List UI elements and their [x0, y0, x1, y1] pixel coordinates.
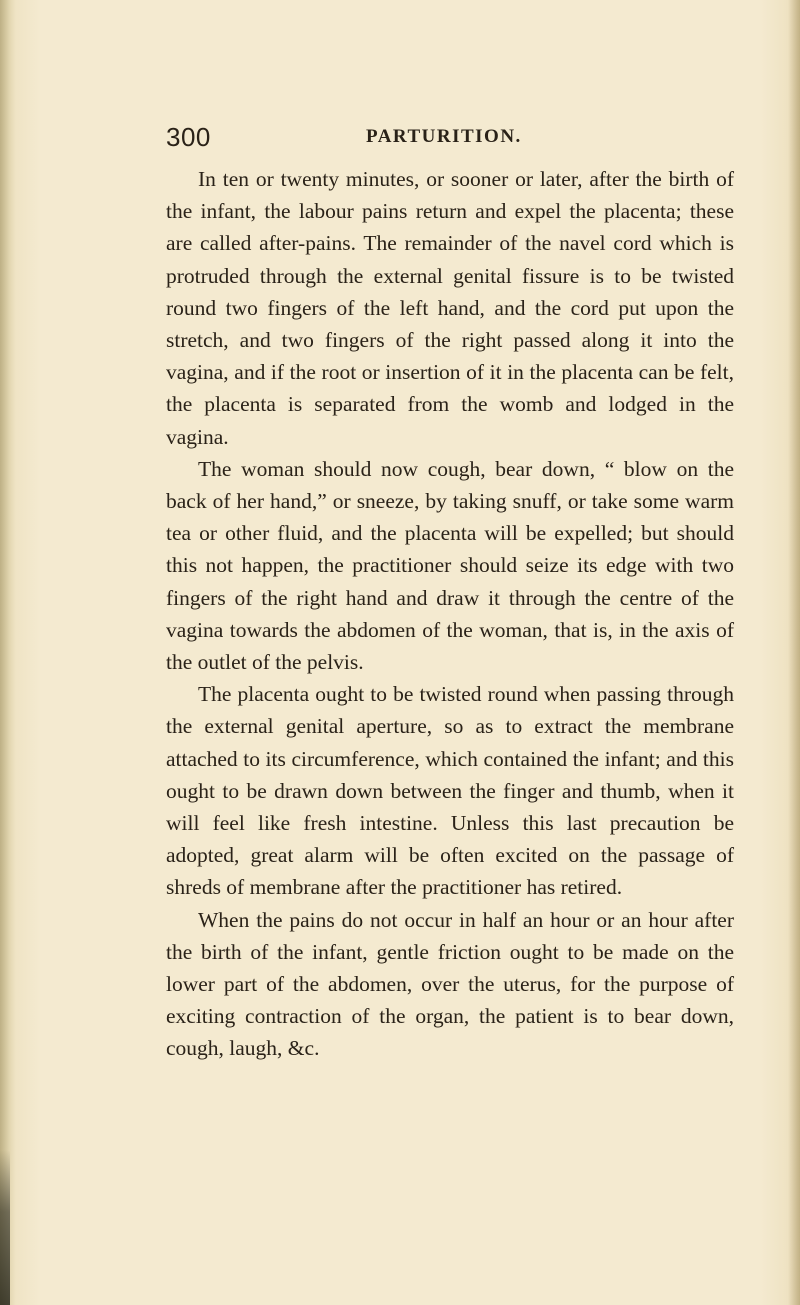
running-head: PARTURITION.	[366, 126, 522, 147]
paragraph: In ten or twenty minutes, or sooner or later, after the birth of the infant, the labour pains return and expel the placenta; these are called after-pains. The remainder of the navel cord which is protruded through the external genital fissure is to be twisted round two fingers of the left hand, and the cord put upon the stretch, and two fingers of the right passed along it into the vagina, and if the root or insertion of it in the placenta can be felt, the placenta is separated from the womb and lodged in the vagina.	[166, 167, 734, 449]
body-text	[166, 163, 734, 1065]
paragraph: The placenta ought to be twisted round when passing through the external genital aperture, so as to extract the membrane attached to its circumference, which contained the infant; and this ought to be drawn down between the finger and thumb, when it will feel like fresh intestine. Unless this last precaution be adopted, great alarm will be often excited on the passage of shreds of membrane after the practitioner has retired.	[166, 682, 734, 900]
page-left-edge-shadow	[0, 0, 16, 1305]
page-number: 300	[166, 122, 211, 152]
paragraph: The woman should now cough, bear down, “ blow on the back of her hand,” or sneeze, by taking snuff, or take some warm tea or other fluid, and the placenta will be expelled; but should this not happen, the practitioner should seize its edge with two fingers of the right hand and draw it through the centre of the vagina towards the abdomen of the woman, that is, in the axis of the outlet of the pelvis.	[166, 456, 734, 675]
page-binding-shadow	[0, 1150, 10, 1305]
page-right-edge-shadow	[788, 0, 800, 1305]
paragraph: When the pains do not occur in half an hour or an hour after the birth of the infant, gentle friction ought to be made on the lower part of the abdomen, over the uterus, for the purpose of exciting contraction of the organ, the patient is to bear down, cough, laugh, &c.	[166, 907, 734, 1061]
page-header	[166, 122, 726, 154]
